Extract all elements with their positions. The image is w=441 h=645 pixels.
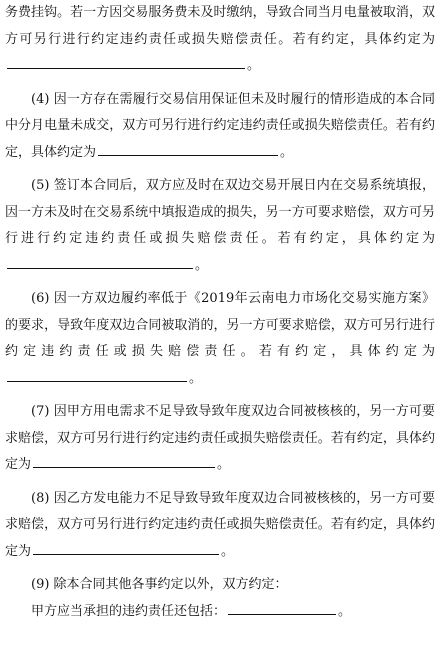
paragraph-end: 。 (217, 457, 231, 472)
paragraph-end: 。 (247, 58, 261, 73)
paragraph-5 (5, 173, 435, 279)
fill-blank[interactable] (33, 453, 215, 468)
paragraph-end: 。 (221, 543, 235, 559)
fill-blank[interactable] (228, 600, 336, 615)
paragraph-prev-text: 务费挂钩。若一方因交易服务费未及时缴纳，导致合同当月电量被取消，双方可另行进行约定违约责任或损失赔偿责任。若有约定，具体约定为 (5, 5, 435, 47)
fill-blank[interactable] (98, 141, 278, 156)
paragraph-6-text: (6) 因一方双边履约率低于《2019年云南电力市场化交易实施方案》的要求，导致年度双边合同被取消的，另一方可要求赔偿，双方可另行进行约定违约责任或损失赔偿责任。若有约定，具体约定为 (5, 291, 435, 359)
paragraph-end: 。 (338, 603, 352, 619)
paragraph-4-text: (4) 因一方存在需履行交易信用保证但未及时履行的情形造成的本合同中分月电量未成交，双方可另行进行约定违约责任或损失赔偿责任。若有约定，具体约定为 (5, 91, 435, 160)
paragraph-9-text: (9) 除本合同其他各事约定以外，双方约定： (31, 577, 288, 592)
paragraph-7 (5, 399, 435, 479)
paragraph-10 (5, 599, 435, 626)
paragraph-7-text: (7) 因甲方用电需求不足导致导致年度双边合同被核核的，另一方可要求赔偿，双方可另行进行约定违约责任或损失赔偿责任。若有约定，具体约定为 (5, 404, 435, 472)
paragraph-9 (5, 572, 435, 599)
paragraph-prev (5, 0, 435, 80)
paragraph-10-text: 甲方应当承担的违约责任还包括： (31, 603, 227, 619)
fill-blank[interactable] (33, 540, 219, 555)
paragraph-end: 。 (280, 144, 294, 160)
fill-blank[interactable] (7, 254, 193, 269)
paragraph-8 (5, 486, 435, 566)
fill-blank[interactable] (7, 367, 187, 382)
fill-blank[interactable] (7, 54, 245, 69)
paragraph-8-text: (8) 因乙方发电能力不足导致导致年度双边合同被核核的，另一方可要求赔偿，双方可另行进行约定违约责任或损失赔偿责任。若有约定，具体约定为 (5, 490, 435, 559)
paragraph-6 (5, 286, 435, 392)
paragraph-5-text: (5) 签订本合同后，双方应及时在双边交易开展日内在交易系统填报，因一方未及时在交易系统中填报造成的损失，另一方可要求赔偿，双方可另行进行约定违约责任或损失赔偿责任。若有约定，具体约定为 (5, 178, 435, 246)
paragraph-4 (5, 87, 435, 167)
paragraph-end: 。 (189, 370, 203, 386)
paragraph-end: 。 (195, 257, 209, 273)
